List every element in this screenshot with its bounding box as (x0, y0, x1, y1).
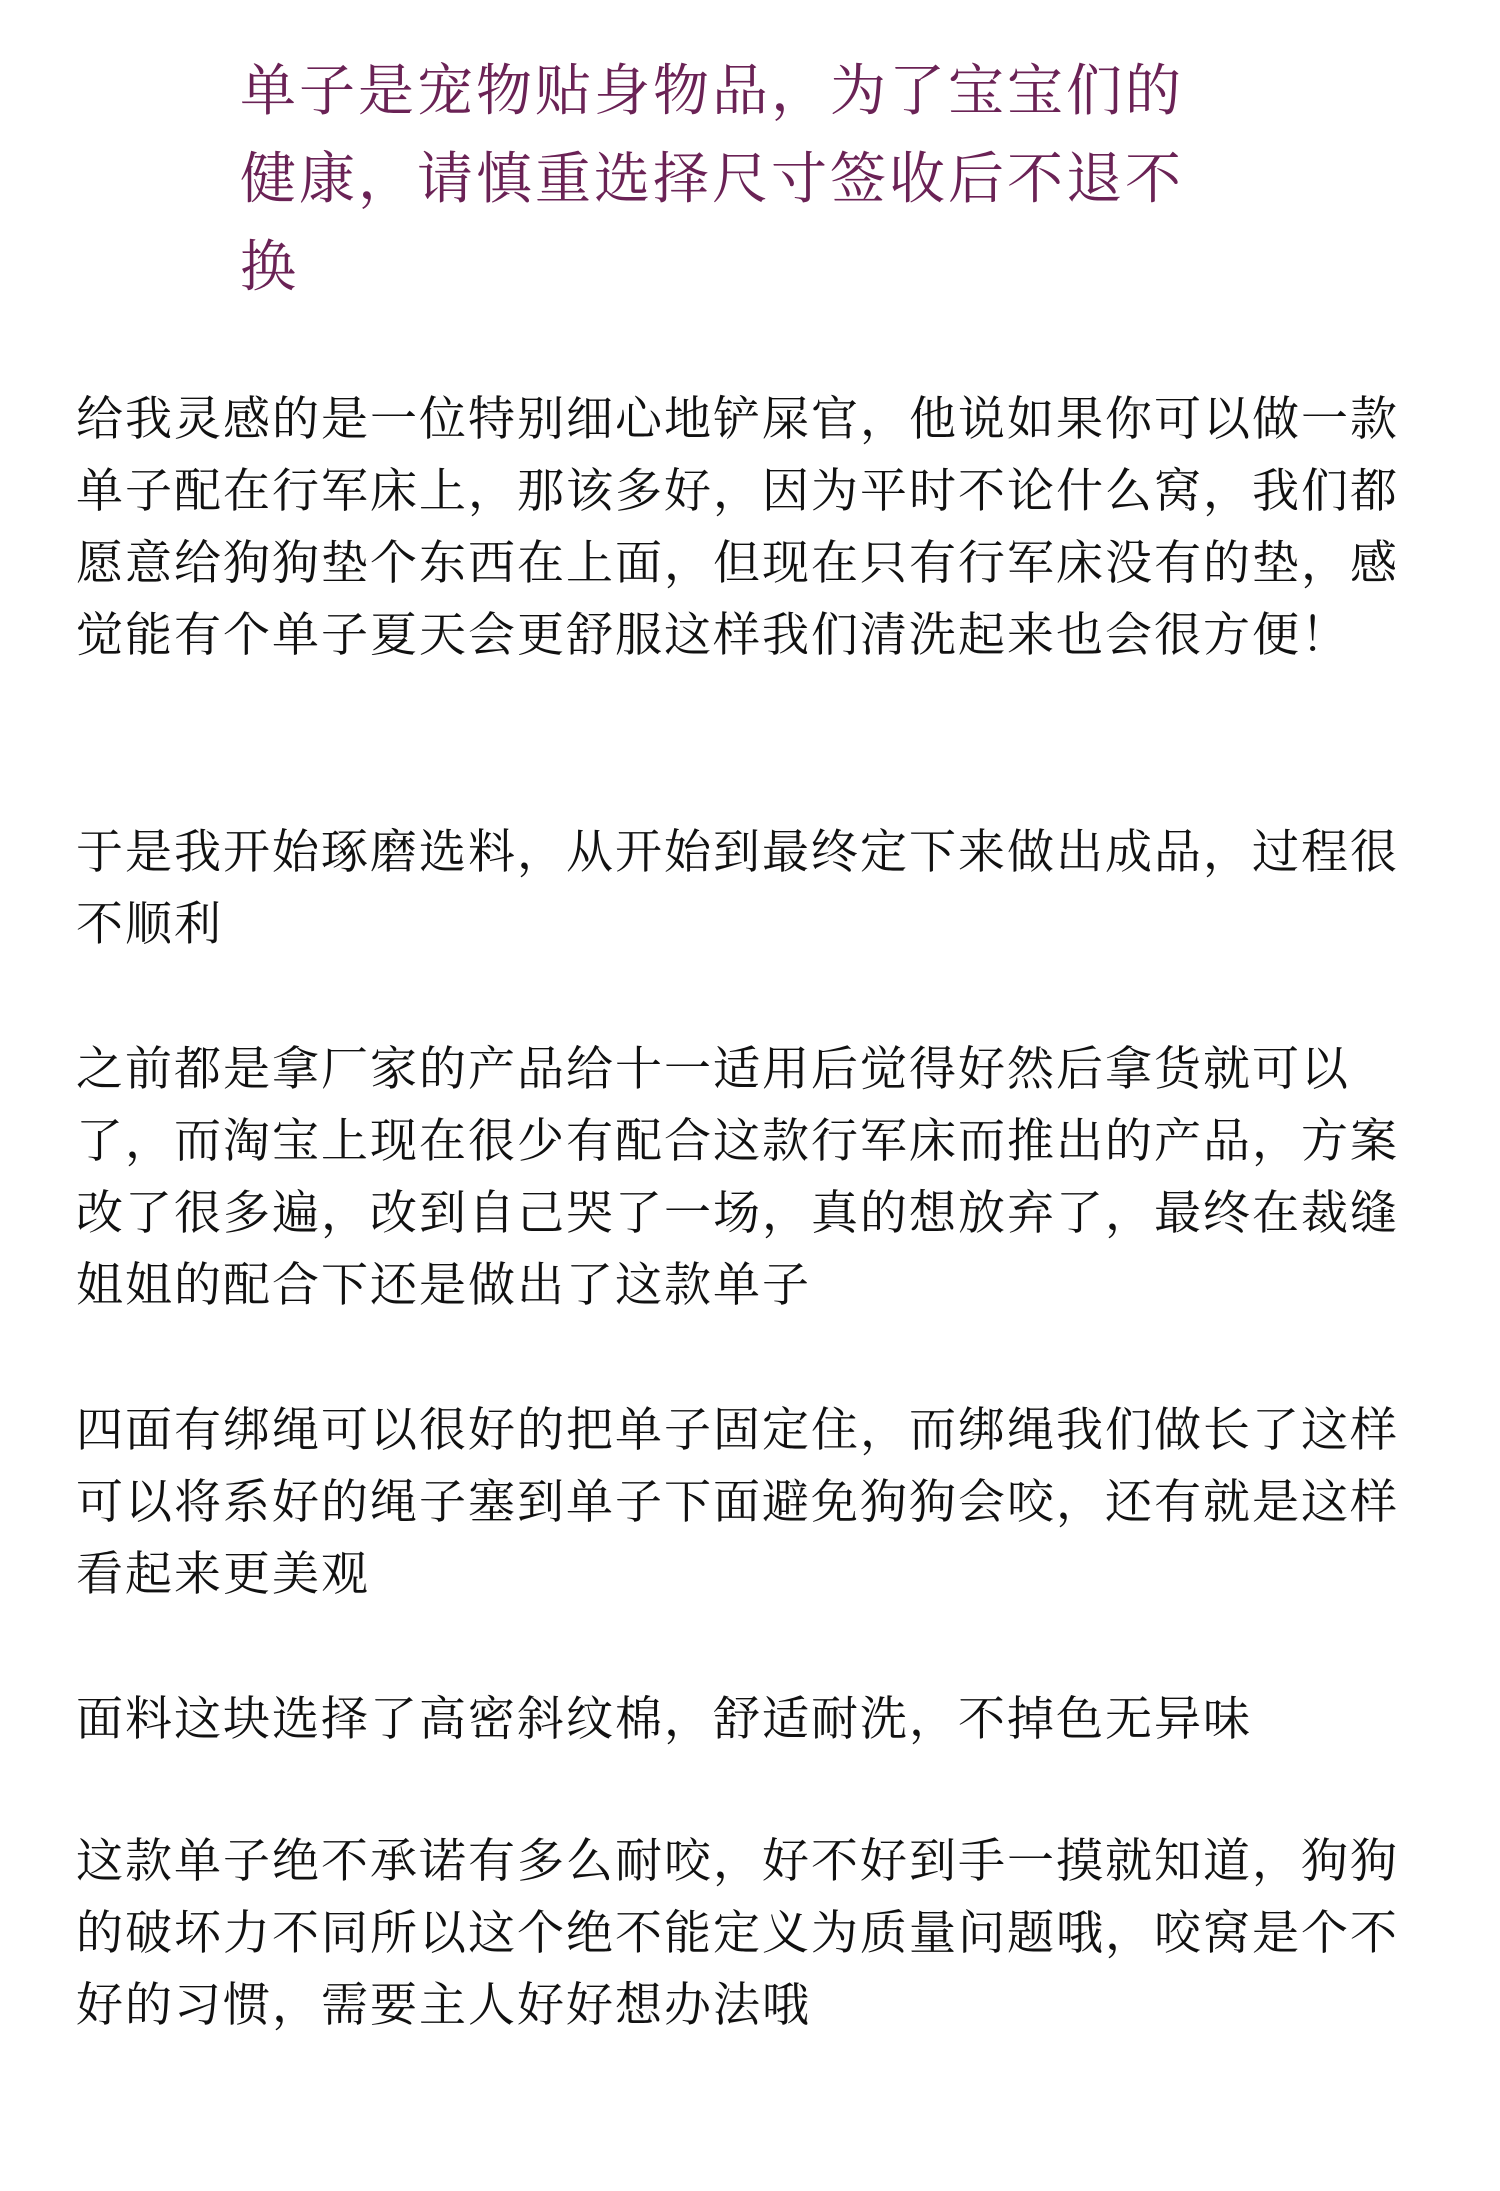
notice-heading: 单子是宠物贴身物品，为了宝宝们的健康，请慎重选择尺寸签收后不退不换 (240, 59, 1184, 300)
paragraph-fabric: 面料这块选择了高密斜纹棉，舒适耐洗，不掉色无异味 (76, 1692, 1252, 1747)
paragraph-durability-disclaimer: 这款单子绝不承诺有多么耐咬，好不好到手一摸就知道，狗狗的破坏力不同所以这个绝不能定义为质量问题哦，咬窝是个不好的习惯，需要主人好好想办法哦 (76, 1834, 1399, 2033)
paragraph-ties-feature: 四面有绑绳可以很好的把单子固定住，而绑绳我们做长了这样可以将系好的绳子塞到单子下面避免狗狗会咬，还有就是这样看起来更美观 (76, 1403, 1399, 1602)
paragraph-development-story: 之前都是拿厂家的产品给十一适用后觉得好然后拿货就可以了，而淘宝上现在很少有配合这款行军床而推出的产品，方案改了很多遍，改到自己哭了一场，真的想放弃了，最终在裁缝姐姐的配合下还是做出了这款单子 (76, 1042, 1399, 1313)
paragraph-material-selection: 于是我开始琢磨选料，从开始到最终定下来做出成品，过程很不顺利 (76, 825, 1399, 952)
paragraph-inspiration: 给我灵感的是一位特别细心地铲屎官，他说如果你可以做一款单子配在行军床上，那该多好，因为平时不论什么窝，我们都愿意给狗狗垫个东西在上面，但现在只有行军床没有的垫，感觉能有个单子夏天会更舒服这样我们清洗起来也会很方便！ (76, 392, 1399, 663)
